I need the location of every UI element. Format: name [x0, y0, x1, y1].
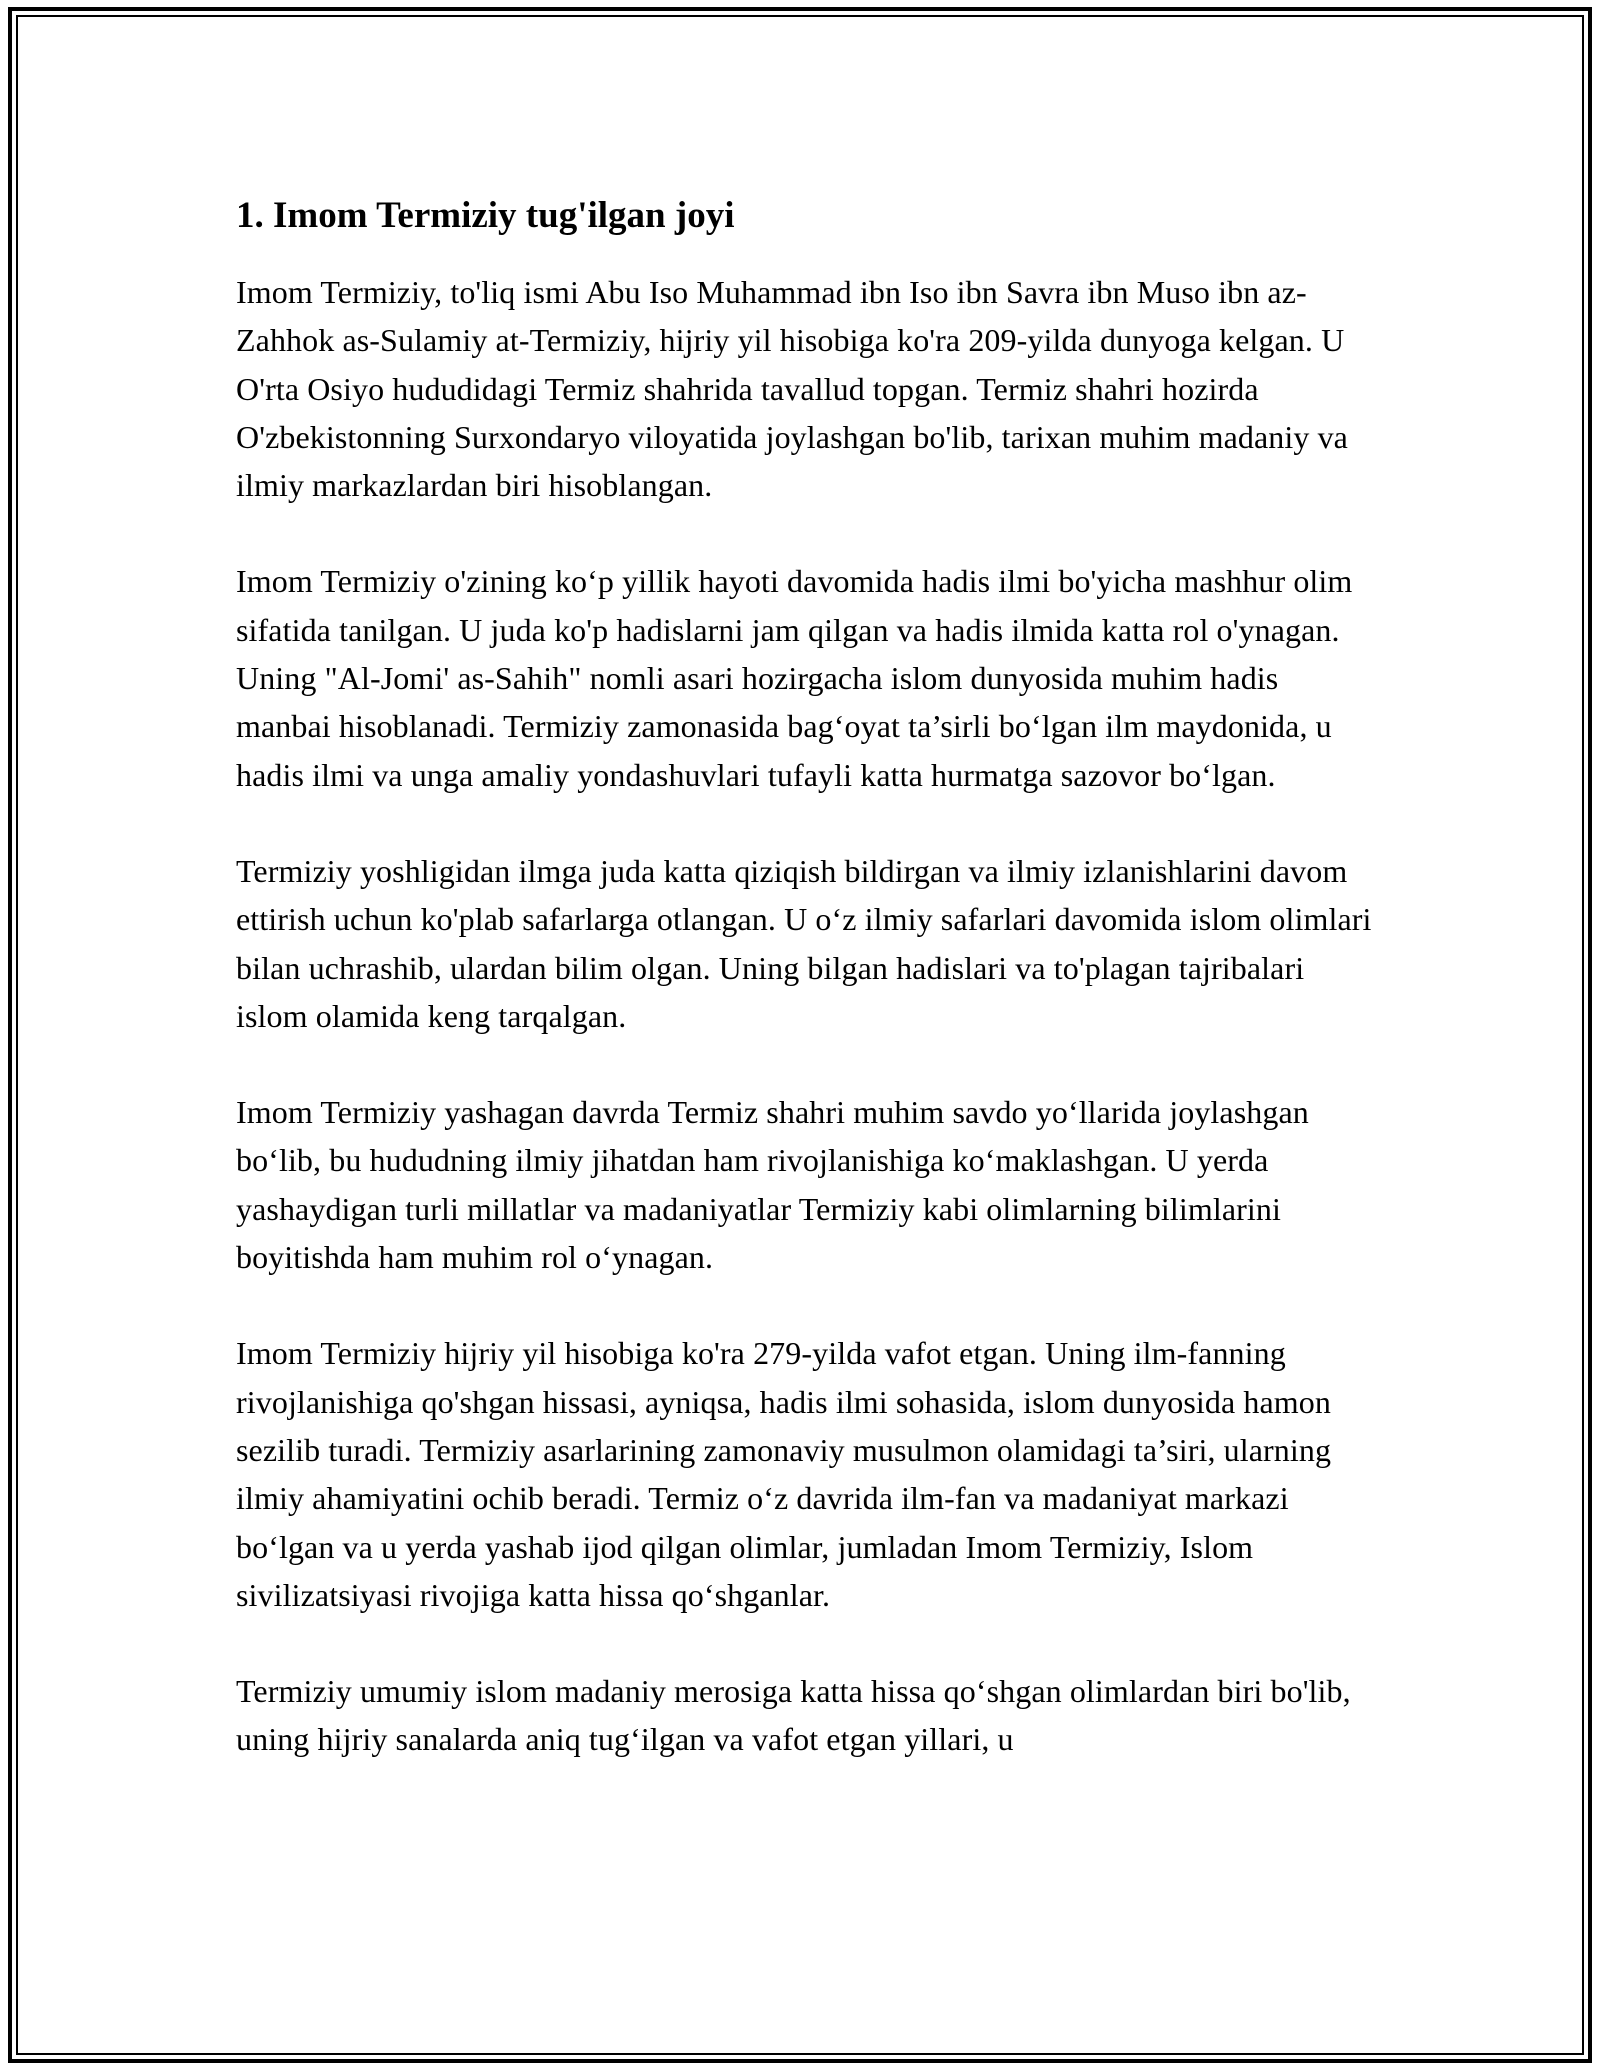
document-body	[236, 188, 1376, 1812]
paragraph-travels: Termiziy yoshligidan ilmga juda katta qiziqish bildirgan va ilmiy izlanishlarini davom ettirish uchun ko'plab safarlarga otlangan. U o‘z ilmiy safarlari davomida islom olimlari bilan uchrashib, ulardan bilim olgan. Uning bilgan hadislari va to'plagan tajribalari islom olamida keng tarqalgan.	[236, 852, 1372, 1034]
paragraph-legacy: Imom Termiziy hijriy yil hisobiga ko'ra 279-yilda vafot etgan. Uning ilm-fanning rivojlanishiga qo'shgan hissasi, ayniqsa, hadis ilmi sohasida, islom dunyosida hamon sezilib turadi. Termiziy asarlarining zamonaviy musulmon olamidagi ta’siri, ularning ilmiy ahamiyatini ochib beradi. Termiz o‘z davrida ilm-fan va madaniyat markazi bo‘lgan va u yerda yashab ijod qilgan olimlar, jumladan Imom Termiziy, Islom sivilizatsiyasi rivojiga katta hissa qo‘shganlar.	[236, 1335, 1332, 1613]
paragraph-heritage: Termiziy umumiy islom madaniy merosiga katta hissa qo‘shgan olimlardan biri bo'lib, uning hijriy sanalarda aniq tug‘ilgan va vafot etgan yillari, u	[236, 1673, 1351, 1758]
paragraph-hadith-scholar: Imom Termiziy o'zining ko‘p yillik hayoti davomida hadis ilmi bo'yicha mashhur olim sifatida tanilgan. U juda ko'p hadislarni jam qilgan va hadis ilmida katta rol o'ynagan. Uning "Al-Jomi' as-Sahih" nomli asari hozirgacha islom dunyosida muhim hadis manbai hisoblanadi. Termiziy zamonasida bag‘oyat ta’sirli bo‘lgan ilm maydonida, u hadis ilmi va unga amaliy yondashuvlari tufayli katta hurmatga sazovor bo‘lgan.	[236, 563, 1353, 793]
paragraph-birthplace: Imom Termiziy, to'liq ismi Abu Iso Muhammad ibn Iso ibn Savra ibn Muso ibn az-Zahhok as-Sulamiy at-Termiziy, hijriy yil hisobiga ko'ra 209-yilda dunyoga kelgan. U O'rta Osiyo hududidagi Termiz shahrida tavallud topgan. Termiz shahri hozirda O'zbekistonning Surxondaryo viloyatida joylashgan bo'lib, tarixan muhim madaniy va ilmiy markazlardan biri hisoblangan.	[236, 274, 1348, 504]
section-heading: 1. Imom Termiziy tug'ilgan joyi	[236, 195, 735, 236]
paragraph-termez-trade: Imom Termiziy yashagan davrda Termiz shahri muhim savdo yo‘llarida joylashgan bo‘lib, bu hududning ilmiy jihatdan ham rivojlanishiga ko‘maklashgan. U yerda yashaydigan turli millatlar va madaniyatlar Termiziy kabi olimlarning bilimlarini boyitishda ham muhim rol o‘ynagan.	[236, 1094, 1309, 1276]
